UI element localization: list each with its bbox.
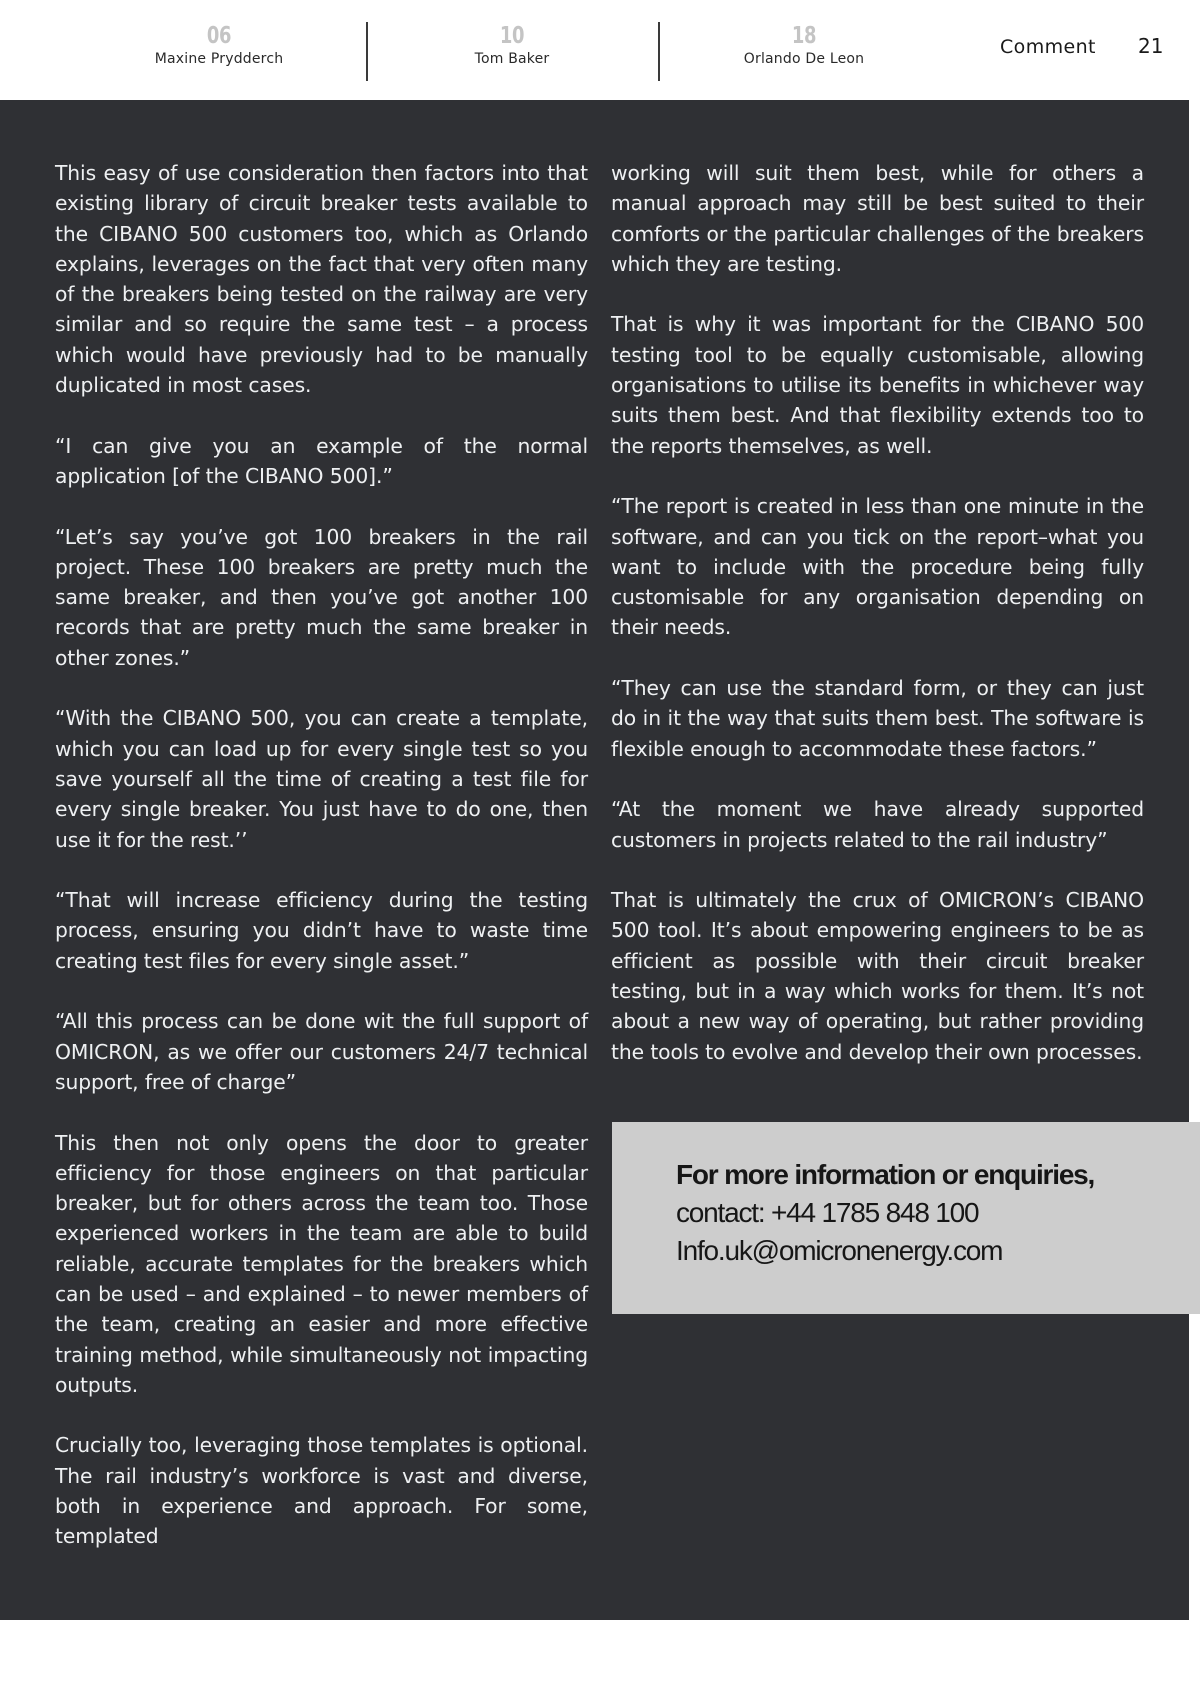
page-header (0, 0, 1200, 100)
article-paragraph: Crucially too, leveraging those templates is optional. The rail industry’s workforce is vast and diverse, both in experience and approach. For some, templated (55, 1433, 588, 1549)
article-column-left (55, 158, 588, 1552)
article-paragraph: “All this process can be done wit the full support of OMICRON, as we offer our customers 24/7 technical support, free of charge” (55, 1009, 588, 1094)
article-paragraph: “That will increase efficiency during the testing process, ensuring you didn’t have to waste time creating test files for every single asset.” (55, 888, 588, 973)
article-paragraph: working will suit them best, while for others a manual approach may still be best suited to their comforts or the particular challenges of the breakers which they are testing. (611, 161, 1144, 276)
article-column-right (611, 158, 1144, 1067)
contents-page-number: 10 (499, 23, 525, 49)
article-paragraph: “Let’s say you’ve got 100 breakers in the rail project. These 100 breakers are pretty much the same breaker, and then you’ve got another 100 records that are pretty much the same breaker in other zones.” (55, 524, 588, 670)
contents-link-maxine-prydderch[interactable] (73, 22, 365, 68)
article-paragraph: “I can give you an example of the normal application [of the CIBANO 500].” (55, 433, 588, 488)
contents-page-number: 18 (791, 23, 817, 49)
article-paragraph: This easy of use consideration then factors into that existing library of circuit breaker tests available to the CIBANO 500 customers too, which as Orlando explains, leverages on the fact that very often many of the breakers being tested on the railway are very similar and so require the same test – a process which would have previously had to be manually duplicated in most cases. (55, 161, 588, 398)
contents-author-name: Tom Baker (474, 51, 550, 67)
article-paragraph: “With the CIBANO 500, you can create a template, which you can load up for every single test so you save yourself all the time of creating a test file for every single breaker. You just have to do one, then use it for the rest.’’ (55, 706, 588, 852)
page-number: 21 (1138, 34, 1164, 58)
contents-author-name: Maxine Prydderch (154, 51, 284, 67)
article-paragraph: This then not only opens the door to greater efficiency for those engineers on that particular breaker, but for others across the team too. Those experienced workers in the team are able to build reliable, accurate templates for the breakers which can be used – and explained – to newer members of the team, creating an easier and more effective training method, while simultaneously not impacting outputs. (55, 1130, 588, 1397)
section-label: Comment (1000, 36, 1096, 58)
article-paragraph: “The report is created in less than one minute in the software, and can you tick on the report–what you want to include with the procedure being fully customisable for any organisation depending on their needs. (611, 494, 1144, 640)
contents-author-name: Orlando De Leon (743, 51, 865, 67)
article-paragraph: “At the moment we have already supported customers in projects related to the rail industry” (611, 797, 1144, 852)
contact-email[interactable]: Info.uk@omicronenergy.com (676, 1235, 1003, 1266)
contents-link-tom-baker[interactable] (366, 22, 658, 68)
article-paragraph: That is why it was important for the CIBANO 500 testing tool to be equally customisable, allowing organisations to utilise its benefits in whichever way suits them best. And that flexibility extends too to the reports themselves, as well. (611, 312, 1144, 458)
article-paragraph: That is ultimately the crux of OMICRON’s CIBANO 500 tool. It’s about empowering engineers to be as efficient as possible with their circuit breaker testing, but in a way which works for them. It’s not about a new way of operating, but rather providing the tools to evolve and develop their own processes. (611, 888, 1144, 1064)
contact-heading: For more information or enquiries, (676, 1159, 1095, 1190)
article-paragraph: “They can use the standard form, or they can just do in it the way that suits them best. The software is flexible enough to accommodate these factors.” (611, 676, 1144, 761)
contents-link-orlando-de-leon[interactable] (658, 22, 950, 68)
contact-phone[interactable]: contact: +44 1785 848 100 (676, 1197, 979, 1228)
contents-page-number: 06 (206, 23, 232, 49)
contact-text (676, 1156, 1176, 1270)
contact-box (612, 1122, 1200, 1314)
